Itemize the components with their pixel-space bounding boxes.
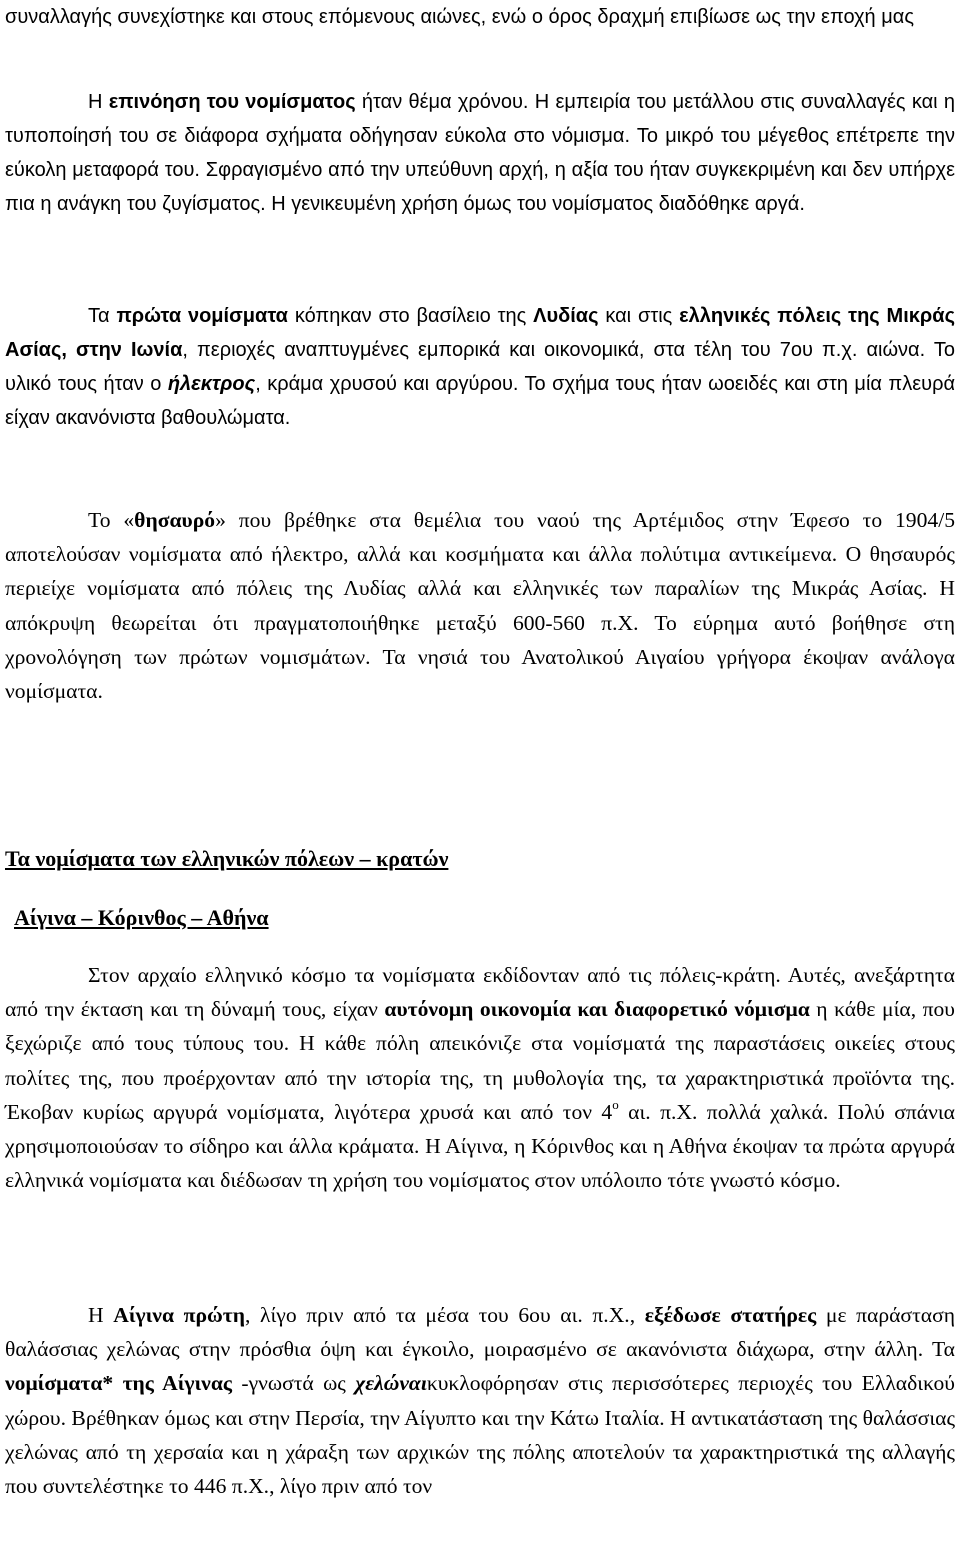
- section-heading: [5, 844, 448, 874]
- text: συναλλαγής συνεχίστηκε και στους επόμενους αιώνες, ενώ ο όρος δραχμή επιβίωσε ως την εποχή μας: [5, 6, 914, 28]
- text: » που βρέθηκε στα θεμέλια του ναού της Αρτέμιδος στην Έφεσο το 1904/5 αποτελούσαν νομίσματα από ήλεκτρο, αλλά και κοσμήματα και άλλα πολύτιμα αντικείμενα. Ο θησαυρός περιείχε νομίσματα από πόλεις της Λυδίας αλλά και ελληνικές των παραλίων της Μικράς Ασίας. Η απόκρυψη θεωρείται ότι πραγματοποιήθηκε μεταξύ 600-560 π.Χ. Το εύρημα αυτό βοήθησε στη χρονολόγηση των πρώτων νομισμάτων. Τα νησιά του Ανατολικού Αιγαίου γρήγορα έκοψαν ανάλογα νομίσματα.: [5, 508, 955, 704]
- text: , περιοχές αναπτυγμένες εμπορικά και οικονομικά, στα τέλη του 7ου π.χ. αιώνα. Το υλικό τους ήταν ο: [5, 339, 956, 395]
- superscript: ο: [612, 1096, 619, 1112]
- text: αι. π.Χ. πολλά χαλκά. Πολύ σπάνια χρησιμοποιούσαν το σίδηρο και άλλα κράματα. Η Αίγινα, η Κόρινθος και η Αθήνα έκοψαν τα πρώτα αργυρά ελληνικά νομίσματα και διέδωσαν τη χρήση του νομίσματος στον υπόλοιπο τότε γνωστό κόσμο.: [5, 1099, 955, 1193]
- bold-text: ελληνικές πόλεις της Μικράς Ασίας, στην Ιωνία: [5, 305, 955, 361]
- bold-text: θησαυρό: [134, 508, 216, 532]
- bold-text: Αίγινα πρώτη: [113, 1303, 246, 1327]
- bold-text: Λυδίας: [533, 305, 599, 327]
- text: Η: [88, 91, 109, 113]
- bold-text: επινόηση του νομίσματος: [108, 91, 356, 113]
- text: Στον αρχαίο ελληνικό κόσμο τα νομίσματα εκδίδονταν από τις πόλεις-κράτη. Αυτές, ανεξάρτητα από την έκταση και τη δύναμή τους, είχαν: [5, 963, 955, 1022]
- bold-text: αυτόνομη οικονομία και διαφορετικό νόμισμα: [384, 997, 810, 1022]
- paragraph-first-coins: [5, 299, 955, 435]
- underlined-heading-text: Τα νομίσματα των ελληνικών πόλεων – κρατών: [5, 846, 449, 871]
- bold-text: πρώτα νομίσματα: [116, 305, 288, 327]
- paragraph-invention-of-coinage: [5, 85, 955, 221]
- paragraph-aegina-coins: [5, 1298, 955, 1503]
- text: με παράσταση θαλάσσιας χελώνας στην πρόσθια όψη και έγκοιλο, μοιρασμένο σε ακανόνιστα διάχωρα, στην άλλη. Τα: [5, 1303, 955, 1362]
- text: , λίγο πριν από τα μέσα του 6ου αι. π.Χ.,: [245, 1303, 645, 1327]
- text: Η: [88, 1303, 114, 1327]
- text: , κράμα χρυσού και αργύρου. Το σχήμα τους ήταν ωοειδές και στη μία πλευρά είχαν ακανόνιστα βαθουλώματα.: [5, 373, 956, 429]
- underlined-heading-text: Αίγινα – Κόρινθος – Αθήνα: [14, 905, 269, 930]
- subsection-heading: [14, 903, 269, 933]
- bold-text: εξέδωσε στατήρες: [644, 1303, 817, 1327]
- text: κυκλοφόρησαν στις περισσότερες περιοχές του Ελλαδικού χώρου. Βρέθηκαν όμως και στην Περσία, την Αίγυπτο και την Κάτω Ιταλία. Η αντικατάσταση της θαλάσσιας χελώνας από τη χερσαία και η χάραξη των αρχικών της πόλης αποτελούν τα χαρακτηριστικά της αλλαγής που συντελέστηκε το 446 π.Χ., λίγο πριν από τον: [5, 1371, 955, 1499]
- paragraph-city-state-coins: [5, 958, 955, 1197]
- text: κόπηκαν στο βασίλειο της: [287, 305, 534, 327]
- bold-text: νομίσματα* της Αίγινας: [5, 1371, 232, 1396]
- text: -γνωστά ως: [232, 1371, 356, 1396]
- text: και στις: [598, 305, 680, 327]
- text: ήταν θέμα χρόνου. Η εμπειρία του μετάλλου στις συναλλαγές και η τυποποίησή του σε διάφορα σχήματα οδήγησαν εύκολα στο νόμισμα. Το μικρό του μέγεθος επέτρεπε την εύκολη μεταφορά του. Σφραγισμένο από την υπεύθυνη αρχή, η αξία του ήταν συγκεκριμένη και δεν υπήρχε πια η ανάγκη του ζυγίσματος. Η γενικευμένη χρήση όμως του νομίσματος διαδόθηκε αργά.: [5, 91, 955, 215]
- bold-italic-text: ήλεκτρος: [167, 373, 256, 395]
- text: Το «: [88, 508, 135, 532]
- paragraph-intro-continuation: [5, 0, 955, 34]
- paragraph-ephesus-treasure: [5, 503, 955, 708]
- text: Τα: [88, 305, 117, 327]
- bold-italic-text: χελώναι: [355, 1371, 427, 1396]
- text: η κάθε μία, που ξεχώριζε από τους τύπους του. Η κάθε πόλη απεικόνιζε στα νομίσματά της παραστάσεις οικείες στους πολίτες της, που προέρχονταν από την ιστορία της, τη μυθολογία της, τα χαρακτηριστικά προϊόντα της. Έκοβαν κυρίως αργυρά νομίσματα, λιγότερα χρυσά και από τον 4: [5, 997, 955, 1124]
